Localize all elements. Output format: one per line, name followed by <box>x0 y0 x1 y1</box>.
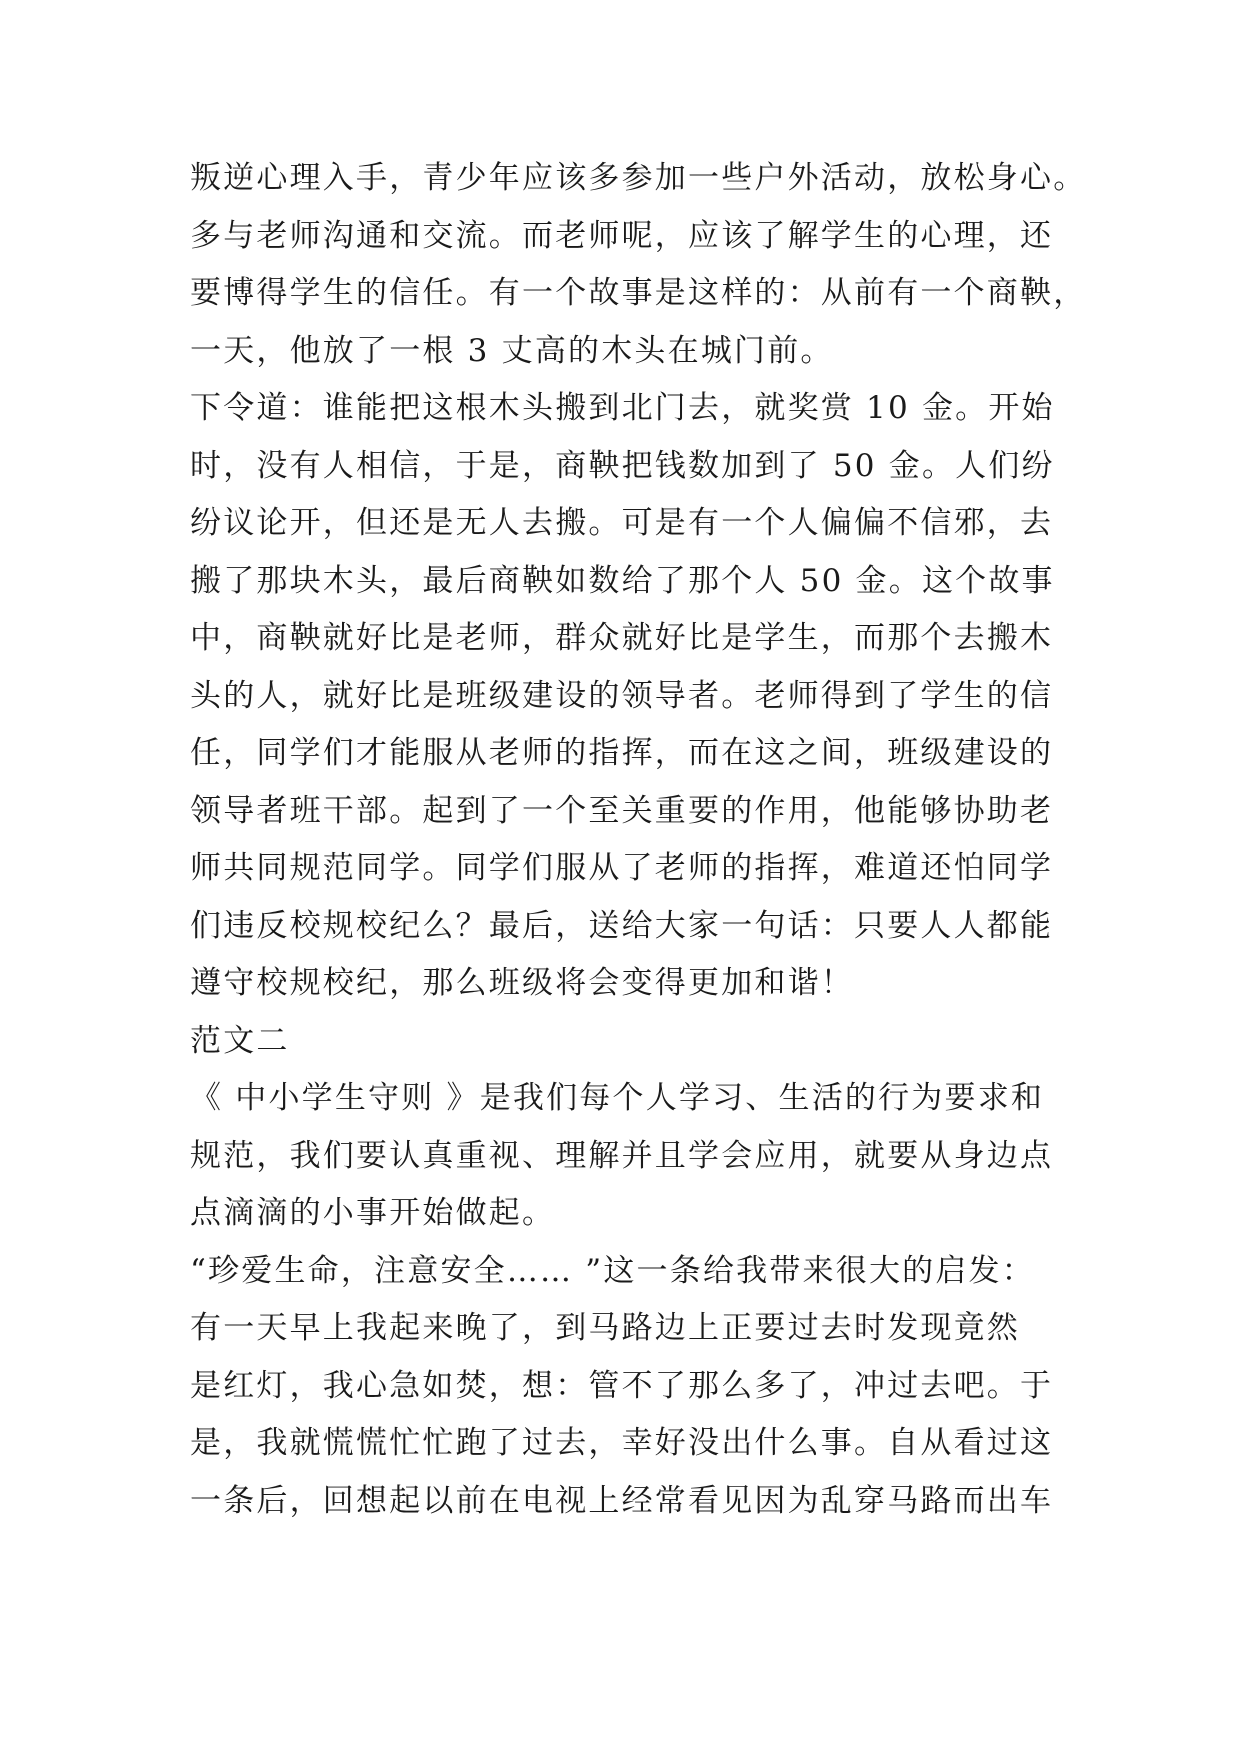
text-line: 们违反校规校纪么？最后，送给大家一句话：只要人人都能 <box>190 907 1054 944</box>
body-text <box>190 150 1087 1530</box>
text-line: 一天，他放了一根 3 丈高的木头在城门前。 <box>190 332 834 369</box>
text-line: 是，我就慌慌忙忙跑了过去，幸好没出什么事。自从看过这 <box>190 1425 1054 1461</box>
section-heading: 范文二 <box>190 1022 290 1059</box>
text-line: “珍爱生命，注意安全…… ”这一条给我带来很大的启发： <box>190 1252 1035 1289</box>
text-line: 点滴滴的小事开始做起。 <box>190 1195 556 1231</box>
text-line: 中，商鞅就好比是老师，群众就好比是学生，而那个去搬木 <box>190 620 1054 656</box>
text-line: 叛逆心理入手，青少年应该多参加一些户外活动，放松身心。 <box>190 160 1087 196</box>
text-line: 《 中小学生守则 》是我们每个人学习、生活的行为要求和 <box>190 1080 1045 1116</box>
text-line: 多与老师沟通和交流。而老师呢，应该了解学生的心理，还 <box>190 217 1054 254</box>
text-line: 时，没有人相信，于是，商鞅把钱数加到了 50 金。人们纷 <box>190 447 1055 484</box>
text-line: 头的人，就好比是班级建设的领导者。老师得到了学生的信 <box>190 677 1054 714</box>
text-line: 要博得学生的信任。有一个故事是这样的：从前有一个商鞅， <box>190 275 1087 311</box>
text-line: 有一天早上我起来晚了，到马路边上正要过去时发现竟然 <box>190 1310 1020 1346</box>
text-line: 一条后，回想起以前在电视上经常看见因为乱穿马路而出车 <box>190 1482 1054 1519</box>
text-line: 下令道：谁能把这根木头搬到北门去，就奖赏 10 金。开始 <box>190 390 1055 426</box>
text-line: 遵守校规校纪，那么班级将会变得更加和谐！ <box>190 965 854 1001</box>
text-line: 规范，我们要认真重视、理解并且学会应用，就要从身边点 <box>190 1137 1054 1174</box>
text-line: 纷议论开，但还是无人去搬。可是有一个人偏偏不信邪，去 <box>190 505 1054 541</box>
text-line: 是红灯，我心急如焚，想：管不了那么多了，冲过去吧。于 <box>190 1367 1054 1404</box>
text-line: 任，同学们才能服从老师的指挥，而在这之间，班级建设的 <box>190 735 1054 771</box>
text-line: 搬了那块木头，最后商鞅如数给了那个人 50 金。这个故事 <box>190 562 1055 599</box>
text-line: 师共同规范同学。同学们服从了老师的指挥，难道还怕同学 <box>190 850 1054 886</box>
text-line: 领导者班干部。起到了一个至关重要的作用，他能够协助老 <box>190 792 1054 829</box>
